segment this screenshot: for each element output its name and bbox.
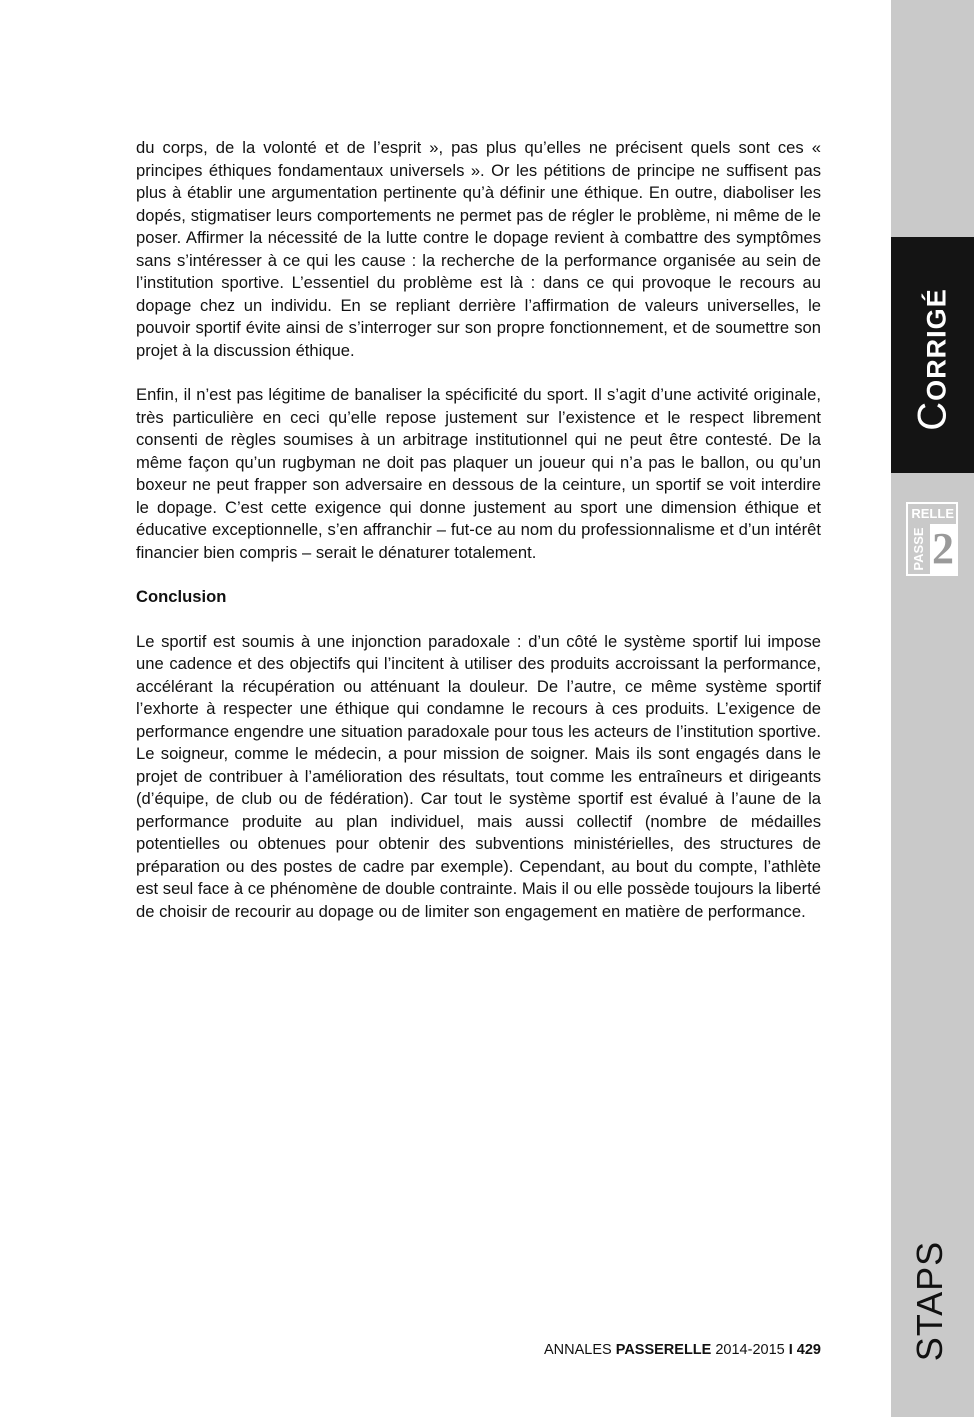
logo-side-text: PASSE: [911, 527, 926, 571]
footer-years: 2014-2015: [715, 1342, 785, 1358]
paragraph-3: Le sportif est soumis à une injonction paradoxale : d’un côté le système sportif lui impose une cadence et des objectifs qui l’incitent à utiliser des produits accroissant la performance, accélérant la récupération ou atténuant la douleur. De l’autre, ce même système sportif l’exhorte à respecter une éthique qui condamne le recours à ces produits. L’exigence de performance engendre une situation paradoxale pour tous les acteurs de l’institution sportive. Le soigneur, comme le médecin, a pour mission de soigner. Mais ils sont engagés dans le projet de contribuer à l’amélioration des résultats, tout comme les entraîneurs et dirigeants (d’équipe, de club ou de fédération). Car tout le système sportif est évalué à l’aune de la performance produite au plan individuel, mais aussi collectif (nombre de médailles potentielles ou obtenues pour obtenir des subventions ministérielles, des structures de préparation ou des postes de cadre par exemple). Cependant, au bout du compte, l’athlète est seul face à ce phénomène de double contrainte. Mais il ou elle possède toujours la liberté de choisir de recourir au dopage ou de limiter son engagement en matière de performance.: [136, 631, 821, 921]
conclusion-heading: Conclusion: [136, 587, 227, 606]
paragraph-1: du corps, de la volonté et de l’esprit », pas plus qu’elles ne précisent quels sont ces « principes éthiques fondamentaux universels ». Or les pétitions de principe ne suffisent pas plus à établir une argumentation pertinente qu’à définir une éthique. En outre, diaboliser les dopés, stigmatiser leurs comportements ne permet pas de régler le problème, ni même de le poser. Affirmer la nécessité de la lutte contre le dopage revient à combattre des symptômes sans s’intéresser à ce qui les cause : la recherche de la performance organisée au sein de l’institution sportive. L’essentiel du problème est là : dans ce qui provoque le recours au dopage chez un individu. En se repliant derrière l’affirmation de valeurs universelles, le pouvoir sportif évite ainsi de s’interroger sur son propre fonctionnement, et de soumettre son projet à la discussion éthique.: [136, 138, 821, 360]
footer-prefix: ANNALES: [543, 1342, 612, 1358]
article-body: [136, 137, 821, 945]
corrige-tab: [891, 237, 974, 473]
page-footer: [530, 1342, 821, 1358]
corrige-initial: C: [910, 400, 955, 431]
footer-separator: I: [788, 1342, 793, 1358]
paragraph-2: Enfin, il n’est pas légitime de banaliser la spécificité du sport. Il s’agit d’une activité originale, très particulière en ceci qu’elle repose justement sur l’existence et le respect librement consenti de règles soumises à un arbitrage institutionnel qui ne peut être contesté. De la même façon qu’un rugbyman ne doit pas plaquer un joueur qui n’a pas le ballon, ou qu’un boxeur ne peut frapper son adversaire en dessous de la ceinture, un sportif se voit interdire le dopage. C’est cette exigence qui donne justement au sport une dimension éthique et éducative exceptionnelle, s’en affranchir – fut-ce au nom du professionnalisme et d’un intérêt financier bien compris – serait le dénaturer totalement.: [136, 385, 821, 562]
subject-label: STAPS: [909, 1240, 950, 1362]
passerelle-2-logo: [906, 502, 958, 576]
page-number: 429: [796, 1342, 821, 1358]
sidebar: [891, 0, 974, 1417]
corrige-label: [911, 240, 956, 480]
corrige-rest: ORRIGÉ: [921, 288, 952, 401]
footer-brand: PASSERELLE: [615, 1342, 712, 1358]
logo-number: 2: [932, 524, 954, 573]
logo-top-text: RELLE: [911, 506, 954, 521]
